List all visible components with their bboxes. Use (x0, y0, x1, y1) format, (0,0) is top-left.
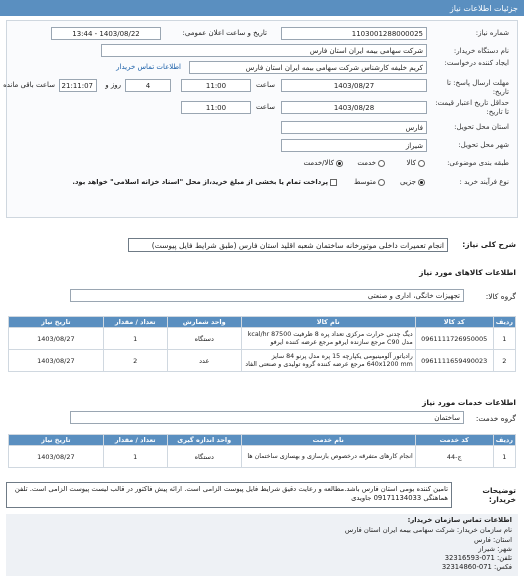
goods-section-title: اطلاعات کالاهای مورد نیاز (419, 268, 516, 277)
goods-group-label: گروه کالا: (485, 292, 516, 301)
buyer-contact-panel (6, 514, 518, 576)
notes-field: تامین کننده بومی استان فارس باشد.مطالعه و رعایت دقیق شرایط فایل پیوست الزامی است. ارائه پیش فاکتور در قالب لیست پیوست الزامی است. تلفن هماهنگی 09171134033 جاویدی (6, 482, 452, 508)
contact-city: شهر: شیراز (478, 545, 512, 553)
purchase-option-minor[interactable]: جزیی (400, 178, 425, 186)
col-header: نام کالا (241, 317, 415, 328)
table-header-row (9, 317, 516, 328)
contact-title: اطلاعات تماس سازمان خریدار: (407, 516, 512, 524)
remaining-time-field: 21:11:07 (59, 79, 97, 92)
row-number: 1 (493, 328, 515, 350)
item-unit: عدد (167, 350, 241, 372)
notes-label: توضیحات خریدار: (482, 486, 516, 504)
col-header: تاریخ نیاز (9, 317, 104, 328)
radio-selected-icon (336, 160, 343, 167)
services-group-field: ساختمان (70, 411, 464, 424)
table-row (9, 350, 516, 372)
col-header: نام خدمت (241, 435, 415, 446)
purchase-option-medium[interactable]: متوسط (354, 178, 385, 186)
row-number: 1 (493, 446, 515, 468)
province-field: فارس (281, 121, 427, 134)
item-name: رادیاتور آلومینیومی یکپارچه 15 پره مدل پرنو 84 سایز 640x1200 mm مرجع عرضه کننده گروه تولیدی و صنعتی الفاد (241, 350, 415, 372)
days-label: روز و (105, 81, 121, 89)
col-header: کد خدمت (415, 435, 493, 446)
days-field: 4 (125, 79, 171, 92)
remaining-label: ساعت باقی مانده (3, 81, 55, 89)
province-label: استان محل تحویل: (454, 123, 509, 131)
radio-icon (418, 160, 425, 167)
city-label: شهر محل تحویل: (458, 141, 509, 149)
city-field: شیراز (281, 139, 427, 152)
goods-group-field: تجهیزات خانگی، اداری و صنعتی (70, 289, 464, 302)
radio-icon (378, 179, 385, 186)
goods-table (8, 316, 516, 372)
item-qty: 2 (103, 350, 167, 372)
radio-icon (378, 160, 385, 167)
col-header: تعداد / مقدار (103, 317, 167, 328)
contact-phone: تلفن: 071-32316593 (444, 554, 512, 562)
service-name: انجام کارهای متفرقه درخصوص بازسازی و بهسازی ساختمان ها (241, 446, 415, 468)
row-number: 2 (493, 350, 515, 372)
col-header: ردیف (493, 317, 515, 328)
col-header: واحد شمارش (167, 317, 241, 328)
category-option-goods-service[interactable]: کالا/خدمت (304, 159, 343, 167)
table-row (9, 446, 516, 468)
item-qty: 1 (103, 328, 167, 350)
col-header: تاریخ نیاز (9, 435, 104, 446)
creator-field: کریم خلیفه کارشناس شرکت سهامی بیمه ایران استان فارس (189, 61, 427, 74)
category-label: طبقه بندی موضوعی: (447, 159, 509, 167)
item-date: 1403/08/27 (9, 350, 104, 372)
item-unit: دستگاه (167, 328, 241, 350)
service-qty: 1 (103, 446, 167, 468)
col-header: تعداد / مقدار (103, 435, 167, 446)
category-option-goods[interactable]: کالا (407, 159, 425, 167)
validity-date-field: 1403/08/28 (281, 101, 427, 114)
creator-label: ایجاد کننده درخواست: (444, 59, 509, 67)
page-header (0, 0, 524, 16)
contact-fax: فکس: 071-32314860 (441, 563, 512, 571)
services-group-label: گروه خدمت: (475, 414, 516, 423)
col-header: ردیف (493, 435, 515, 446)
service-unit: دستگاه (167, 446, 241, 468)
page-title: جزئیات اطلاعات نیاز (449, 4, 518, 13)
announce-field: 1403/08/22 - 13:44 (51, 27, 161, 40)
need-details-card (3, 20, 518, 218)
col-header: کد کالا (415, 317, 493, 328)
col-header: واحد اندازه گیری (167, 435, 241, 446)
table-row (9, 328, 516, 350)
announce-label: تاریخ و ساعت اعلان عمومی: (182, 29, 267, 37)
buyer-contact-link[interactable]: اطلاعات تماس خریدار (116, 63, 181, 71)
item-code: 0961111726950005 (415, 328, 493, 350)
need-number-field: 1103001288000025 (281, 27, 427, 40)
validity-label: حداقل تاریخ اعتبار قیمت: تا تاریخ: (435, 99, 509, 116)
treasury-payment-option[interactable]: پرداخت تمام یا بخشی از مبلغ خرید،از محل "اسناد خزانه اسلامی" خواهد بود. (72, 178, 337, 186)
purchase-label: نوع فرآیند خرید : (459, 178, 509, 186)
buyer-field: شرکت سهامی بیمه ایران استان فارس (101, 44, 427, 57)
deadline-date-field: 1403/08/27 (281, 79, 427, 92)
summary-field: انجام تعمیرات داخلی موتورخانه ساختمان شعبه اقلید استان فارس (طبق شرایط فایل پیوست) (128, 238, 448, 252)
service-date: 1403/08/27 (9, 446, 104, 468)
validity-time-label: ساعت (255, 103, 275, 111)
validity-time-field: 11:00 (181, 101, 251, 114)
radio-selected-icon (418, 179, 425, 186)
deadline-time-field: 11:00 (181, 79, 251, 92)
item-code: 0961111659490023 (415, 350, 493, 372)
table-header-row (9, 435, 516, 446)
contact-org: نام سازمان خریدار: شرکت سهامی بیمه ایران استان فارس (344, 526, 512, 534)
category-option-service[interactable]: خدمت (357, 159, 385, 167)
services-table (8, 434, 516, 468)
services-section-title: اطلاعات خدمات مورد نیاز (422, 398, 516, 407)
buyer-label: نام دستگاه خریدار: (453, 47, 509, 55)
summary-label: شرح کلی نیاز: (462, 240, 516, 249)
deadline-time-label: ساعت (255, 81, 275, 89)
checkbox-icon (330, 179, 337, 186)
item-name: دیگ چدنی حرارت مرکزی تعداد پره 8 ظرفیت kcal/hr 87500 مدل C90 مرجع سازنده ایرفو مرجع عرضه کننده ایرفو (241, 328, 415, 350)
contact-province: استان: فارس (473, 536, 512, 544)
service-code: ج-44 (415, 446, 493, 468)
need-number-label: شماره نیاز: (475, 29, 509, 37)
item-date: 1403/08/27 (9, 328, 104, 350)
deadline-label: مهلت ارسال پاسخ: تا تاریخ: (446, 79, 509, 96)
